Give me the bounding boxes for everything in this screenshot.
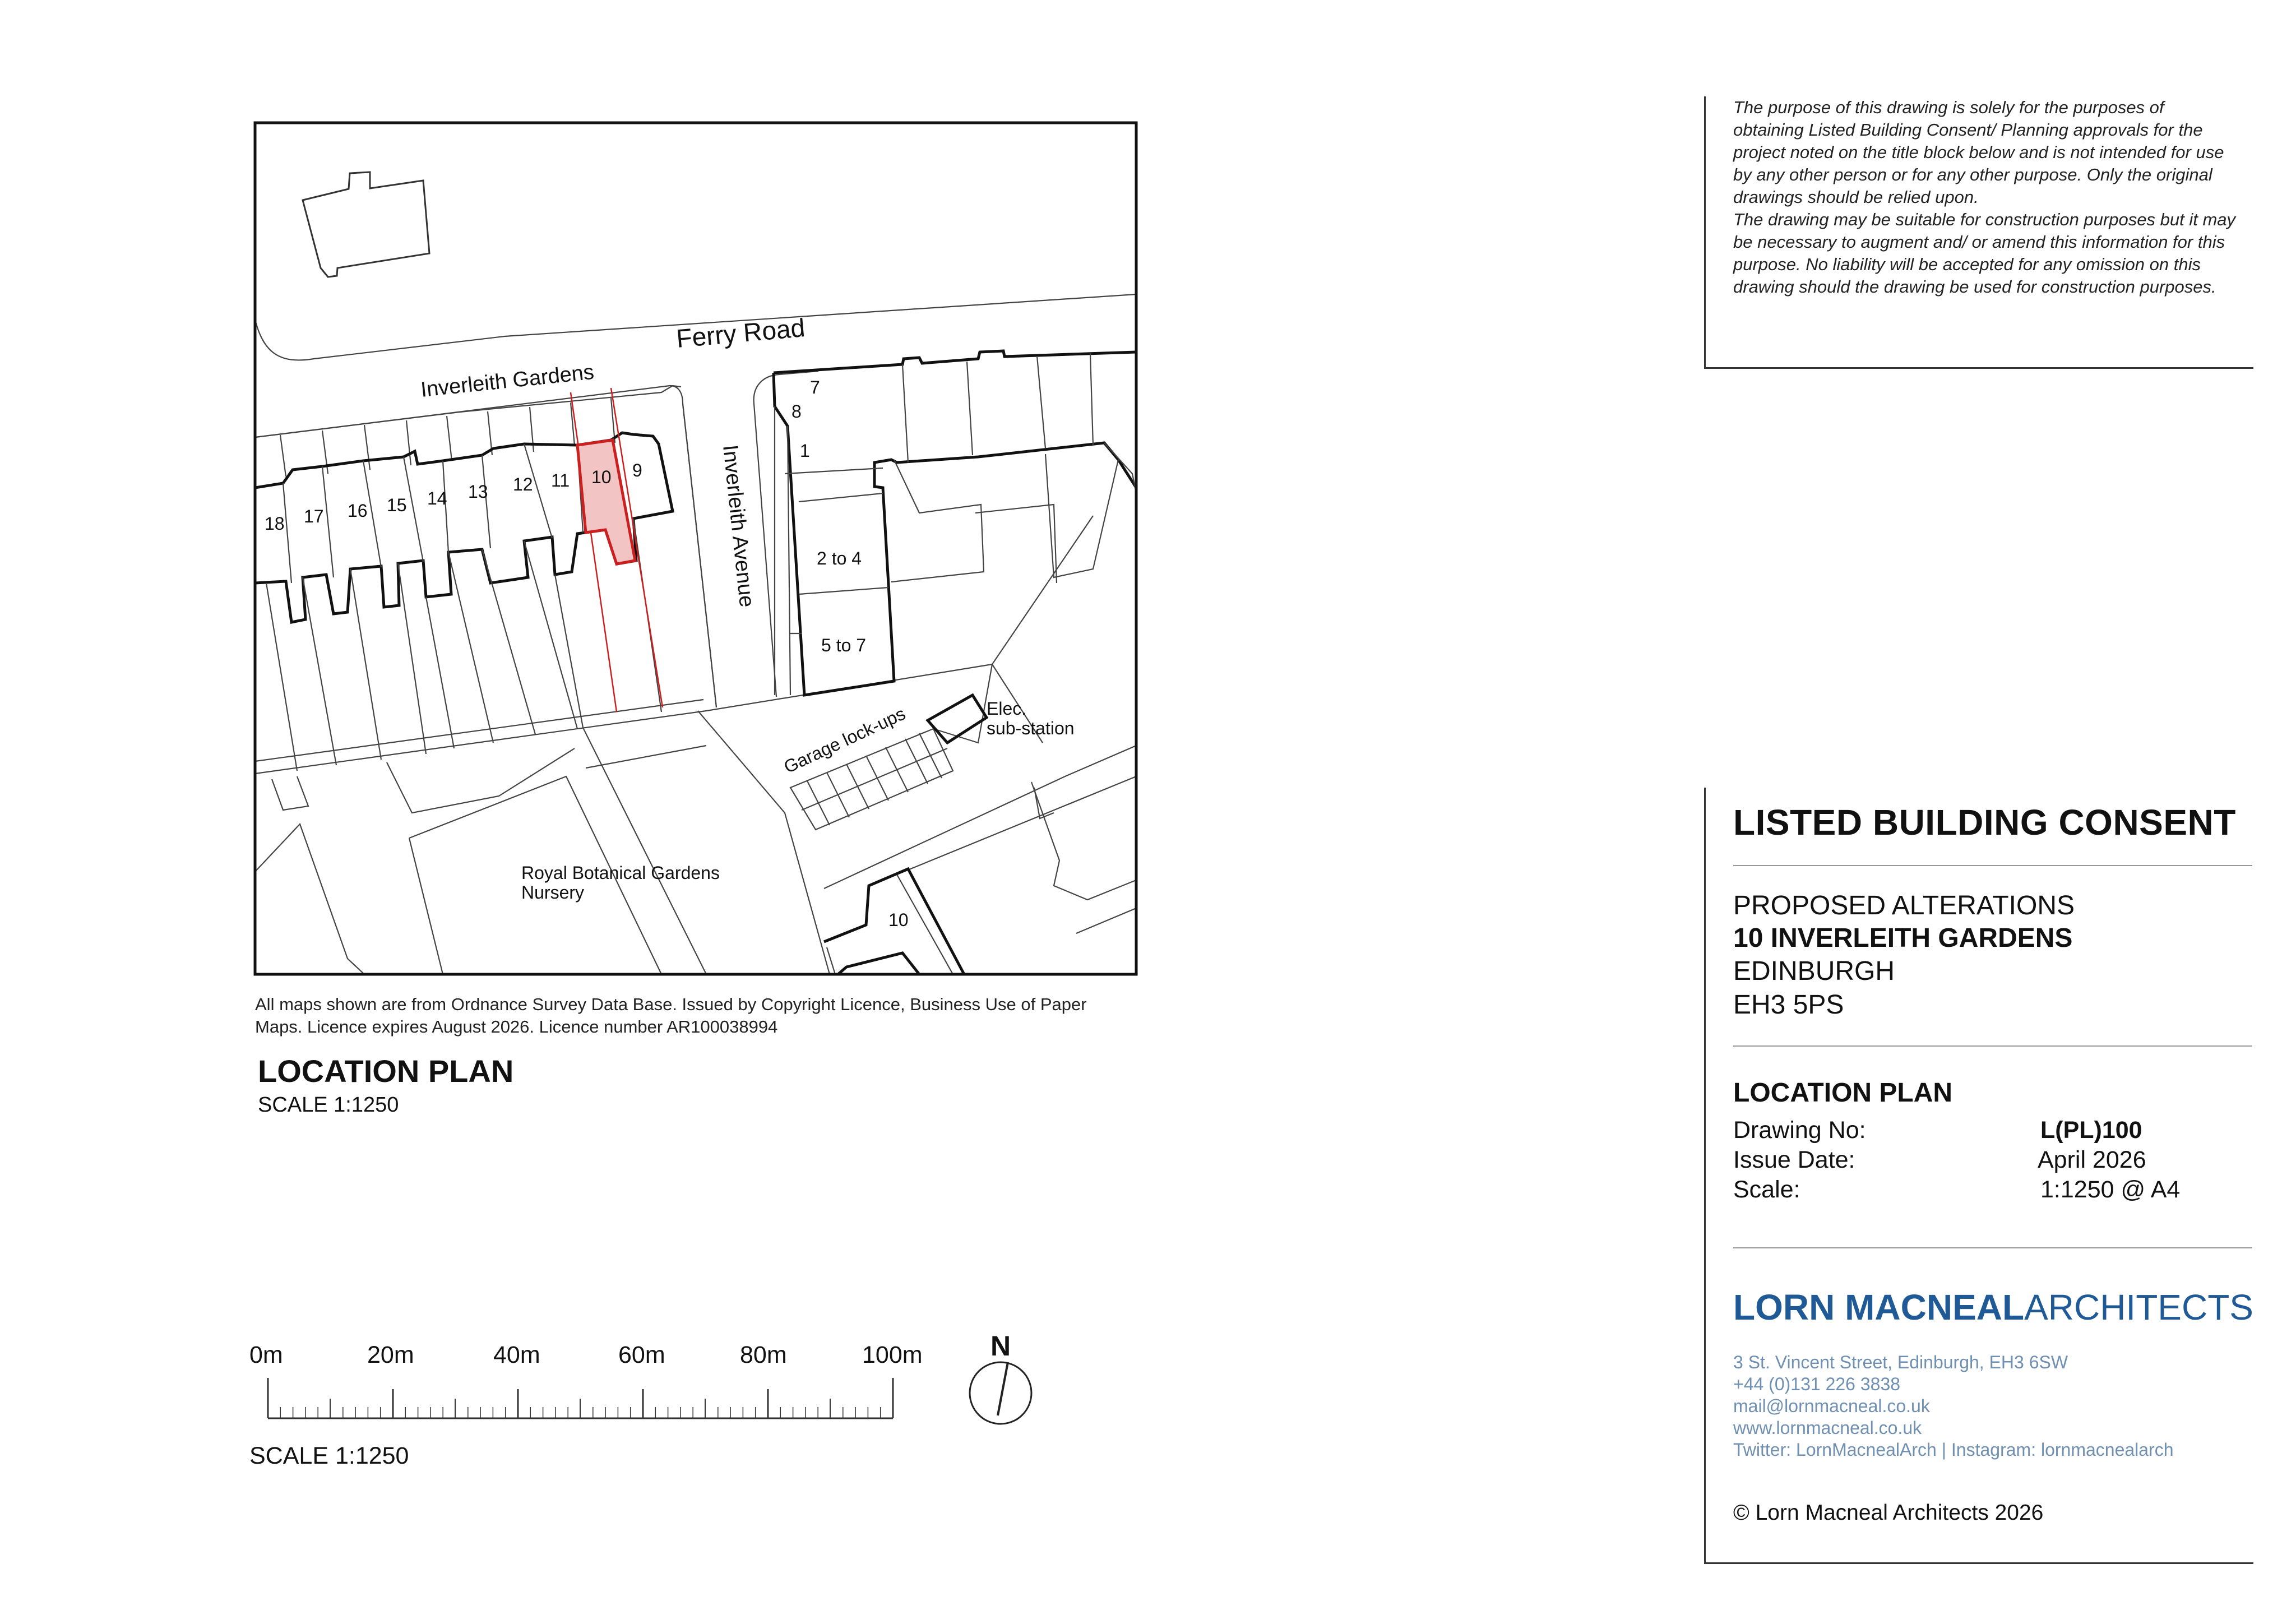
issue-date-value: April 2026 [2038, 1146, 2146, 1173]
plan-title: LOCATION PLAN [258, 1053, 514, 1089]
company-social: Twitter: LornMacnealArch | Instagram: lornmacnealarch [1733, 1440, 2174, 1460]
label-nursery-2: Nursery [521, 882, 585, 903]
company-name-bold: LORN MACNEAL [1733, 1287, 2025, 1327]
scale-label: Scale: [1733, 1176, 1800, 1203]
scale-bar-text: SCALE 1:1250 [249, 1442, 409, 1469]
building-north [303, 172, 429, 277]
map-frame [255, 123, 1136, 974]
sheet-title: LOCATION PLAN [1733, 1078, 1953, 1108]
north-label: N [990, 1330, 1011, 1362]
scale-label-40: 40m [493, 1341, 540, 1368]
scale-label-0: 0m [249, 1341, 283, 1368]
project-line-2: 10 INVERLEITH GARDENS [1733, 923, 2073, 953]
label-east-5to7: 5 to 7 [821, 635, 867, 655]
scale-label-100: 100m [862, 1341, 923, 1368]
title-block-border [1704, 788, 1706, 1564]
label-house-18: 18 [265, 513, 285, 534]
label-house-12: 12 [513, 474, 533, 494]
label-garages: Garage lock-ups [780, 703, 909, 778]
label-house-13: 13 [468, 482, 488, 502]
site-house-10 [577, 440, 635, 564]
label-east-7: 7 [810, 377, 820, 397]
label-south-10: 10 [888, 910, 909, 930]
copyright: © Lorn Macneal Architects 2026 [1733, 1501, 2044, 1525]
label-house-14: 14 [427, 488, 447, 508]
label-house-17: 17 [304, 506, 324, 526]
nursery-boundary [255, 824, 364, 974]
os-licence-note: All maps shown are from Ordnance Survey Data Base. Issued by Copyright Licence, Business Use of Paper Maps. Licence expires August 2026. Licence number AR100038994 [255, 994, 1087, 1037]
company-phone: +44 (0)131 226 3838 [1733, 1374, 1901, 1394]
title-block-bottom [1704, 1562, 2253, 1564]
label-ferry-road: Ferry Road [675, 313, 807, 353]
title-block-rule-3 [1733, 1247, 2252, 1248]
label-house-9: 9 [632, 460, 642, 480]
company-logo [1733, 1287, 2253, 1328]
title-block-heading: LISTED BUILDING CONSENT [1733, 802, 2236, 843]
label-nursery-1: Royal Botanical Gardens [521, 863, 720, 883]
label-east-8: 8 [791, 401, 802, 422]
label-house-11: 11 [551, 470, 570, 491]
project-line-1: PROPOSED ALTERATIONS [1733, 891, 2075, 920]
inverleith-avenue-kerb-east [754, 371, 818, 697]
company-name-light: ARCHITECTS [2024, 1287, 2253, 1327]
label-substation-1: Elec. [987, 698, 1027, 719]
label-house-16: 16 [348, 501, 368, 521]
title-block-rule-2 [1733, 1045, 2252, 1047]
plan-scale: SCALE 1:1250 [258, 1093, 399, 1117]
north-arrow [970, 1330, 1031, 1424]
label-inverleith-gardens: Inverleith Gardens [419, 360, 595, 402]
drawing-no-label: Drawing No: [1733, 1117, 1866, 1144]
label-inverleith-avenue: Inverleith Avenue [718, 443, 759, 609]
title-block-rule-1 [1733, 865, 2252, 866]
inverleith-avenue-kerb-west [683, 404, 716, 707]
inverleith-gardens-kerb [255, 386, 716, 707]
scale-label-60: 60m [618, 1341, 665, 1368]
label-east-2to4: 2 to 4 [817, 548, 862, 568]
label-east-1: 1 [800, 441, 810, 461]
lane-stub [272, 776, 308, 810]
company-email[interactable]: mail@lornmacneal.co.uk [1733, 1396, 1930, 1416]
issue-date-label: Issue Date: [1733, 1146, 1855, 1173]
east-block-outline [774, 351, 1136, 373]
project-line-4: EH3 5PS [1733, 990, 1844, 1020]
company-website[interactable]: www.lornmacneal.co.uk [1733, 1418, 1922, 1438]
drawing-no-value: L(PL)100 [2040, 1117, 2142, 1144]
scale-label-80: 80m [740, 1341, 787, 1368]
back-lane-north [255, 700, 703, 761]
label-house-15: 15 [387, 495, 407, 515]
scale-bar [268, 1378, 893, 1418]
scale-value: 1:1250 @ A4 [2040, 1176, 2181, 1203]
label-house-10: 10 [591, 467, 612, 487]
label-substation-2: sub-station [987, 718, 1075, 738]
scale-label-20: 20m [367, 1341, 414, 1368]
project-line-3: EDINBURGH [1733, 956, 1895, 986]
company-address: 3 St. Vincent Street, Edinburgh, EH3 6SW [1733, 1352, 2068, 1372]
disclaimer-text: The purpose of this drawing is solely for the purposes of obtaining Listed Building Consent/ Planning approvals for the project noted on the title block below and is not intended for use by any other person or for any other purpose. Only the original drawings should be relied upon. The drawing may be suitable for construction purposes but it may be necessary to augment and/ or amend this information for this purpose. No liability will be accepted for any omission on this drawing should the drawing be used for construction purposes. [1733, 98, 2236, 297]
